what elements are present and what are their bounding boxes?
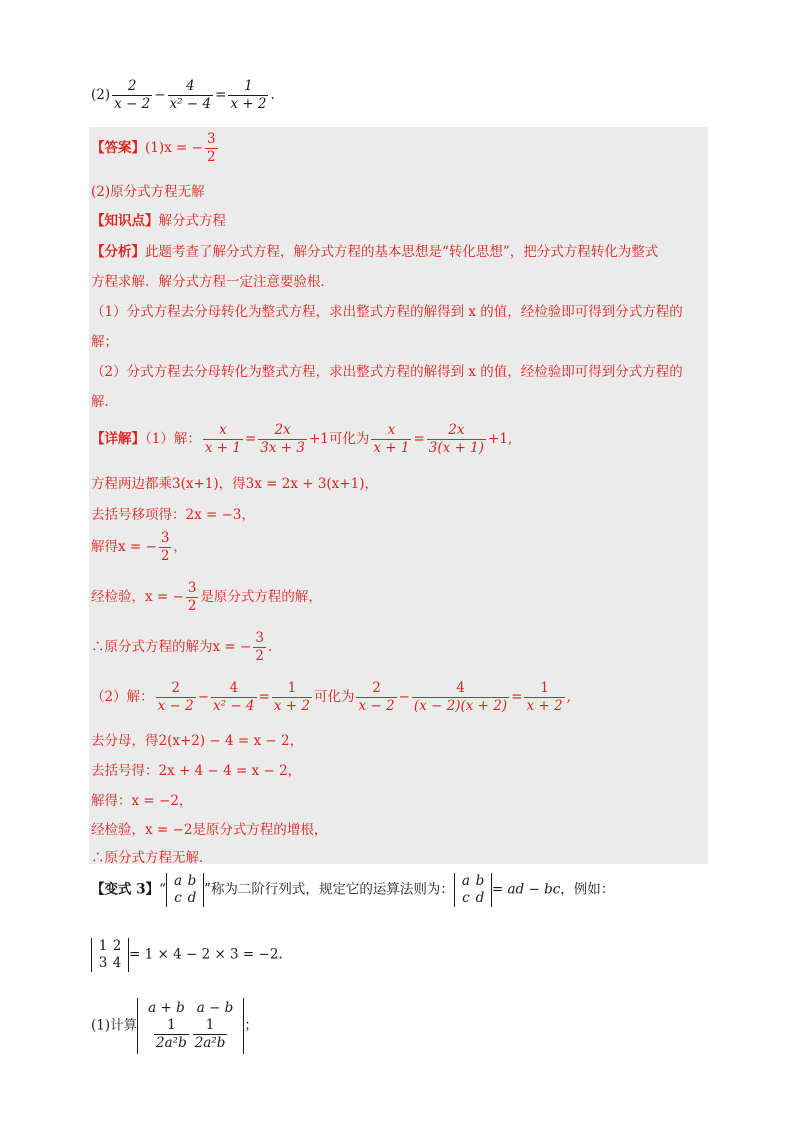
detail-step-3: 去括号移项得：2x = −3， <box>91 507 255 523</box>
analysis-text: 此题考查了解分式方程，解分式方程的基本思想是“转化思想”，把分式方程转化为整式 <box>145 244 659 260</box>
problem-label: (2) <box>91 87 111 103</box>
detail-part2-step-5: 经检验，x = −2是原分式方程的增根， <box>91 822 328 838</box>
variant-question-1: (1)计算 a + b a − b $\frac{1}{\text{2a²b}}$ $\frac{1}{\text{2a²b}}$ ； <box>91 998 258 1054</box>
fraction: $\frac{2}{x - 2}$ <box>114 78 151 112</box>
answer-part1: (1)x = − <box>145 140 203 156</box>
analysis-p2-line-1: （2）分式方程去分母转化为整式方程，求出整式方程的解得到 x 的值，经检验即可得到分式方程的 <box>91 364 683 380</box>
fraction: $\frac{1}{x + 2}$ <box>526 680 563 714</box>
fraction: $\frac{2x}{3x + 3}$ <box>260 422 305 456</box>
variant-3-statement: 【变式 3】“ a b c d ”称为二阶行列式，规定它的运算法则为： a b c d = ad − bc，例如： <box>91 873 615 906</box>
fraction: $\frac{4}{\text{x² − 4}}$ <box>213 680 255 714</box>
detail-step-2: 方程两边都乘3(x+1)，得3x = 2x + 3(x+1)， <box>91 476 378 492</box>
fraction: $\frac{x}{x + 1}$ <box>204 422 241 456</box>
fraction: $\frac{3}{2}$ <box>187 580 197 614</box>
variant-tag: 【变式 3】 <box>91 881 160 898</box>
detail-step-4: 解得x = − $\frac{3}{2}$ ， <box>91 530 187 564</box>
analysis-line-2: 方程求解．解分式方程一定注意要验根． <box>91 274 334 290</box>
analysis-tag: 【分析】 <box>91 244 145 260</box>
detail-part2-step-4: 解得：x = −2， <box>91 793 193 809</box>
analysis-p1-line-1: （1）分式方程去分母转化为整式方程，求出整式方程的解得到 x 的值，经检验即可得到分式方程的 <box>91 304 683 320</box>
knowledge-text: 解分式方程 <box>158 213 226 229</box>
answer-part2: (2)原分式方程无解 <box>91 184 205 200</box>
detail-step-5: 经检验，x = − $\frac{3}{2}$ 是原分式方程的解， <box>91 580 322 614</box>
fraction: $\frac{2}{x - 2}$ <box>358 680 395 714</box>
problem-2-equation <box>91 78 275 113</box>
fraction: $\frac{3}{2}$ <box>255 630 264 664</box>
detail-step-1: 【详解】（1）解： $\frac{x}{x + 1}$ = $\frac{2x}{3x + 3}$ +1可化为 $\frac{x}{x + 1}$ = $\frac{2x}{3(x + 1)}$ +1, <box>91 422 513 456</box>
detail-part2-step-3: 去括号得：2x + 4 − 4 = x − 2， <box>91 763 302 779</box>
fraction: $\frac{1}{x + 2}$ <box>273 680 310 714</box>
fraction: $\frac{3}{2}$ <box>160 530 170 564</box>
punctuation: . <box>270 87 275 103</box>
fraction: $\frac{1}{x + 2}$ <box>230 78 267 112</box>
knowledge-line <box>91 209 226 229</box>
operator: = <box>215 87 227 103</box>
fraction: $\frac{2x}{3(x + 1)}$ <box>428 422 485 456</box>
operator: − <box>154 87 166 103</box>
analysis-p2-line-2: 解. <box>91 394 109 410</box>
determinant: a b c d <box>166 873 204 907</box>
fraction: $\frac{1}{\text{2a²b}}$ <box>194 1017 226 1051</box>
determinant: 1 2 3 4 <box>91 938 129 972</box>
fraction: $\frac{x}{x + 1}$ <box>373 422 410 456</box>
answer-line <box>91 131 220 166</box>
fraction: $\frac{4}{\text{x² − 4}}$ <box>169 78 212 112</box>
analysis-line-1 <box>91 240 658 260</box>
detail-part2-step-6: ∴原分式方程无解. <box>91 850 204 866</box>
fraction: $\frac{3}{2}$ <box>206 131 216 165</box>
detail-tag: 【详解】 <box>91 431 145 447</box>
answer-tag: 【答案】 <box>91 140 145 156</box>
knowledge-tag: 【知识点】 <box>91 213 159 229</box>
fraction: $\frac{1}{\text{2a²b}}$ <box>156 1017 187 1051</box>
fraction: $\frac{2}{x - 2}$ <box>157 680 194 714</box>
variant-example: 1 2 3 4 = 1 × 4 − 2 × 3 = −2. <box>91 938 283 972</box>
fraction: $\frac{4}{(x - 2)(x + 2)}$ <box>413 680 508 714</box>
detail-step-6: ∴原分式方程的解为x = − $\frac{3}{2}$ . <box>91 630 273 664</box>
analysis-p1-line-2: 解； <box>91 334 118 350</box>
answer-panel <box>89 127 708 864</box>
detail-part2-step-2: 去分母，得2(x+2) − 4 = x − 2， <box>91 733 304 749</box>
determinant: a b c d <box>454 873 492 907</box>
detail-part2-step-1: （2）解： $\frac{2}{x - 2}$ − $\frac{4}{\text{x² − 4}}$ = $\frac{1}{x + 2}$ 可化为 $\frac{2}{x - 2}$ − $\frac{4}{(x - 2)(x + 2)}$ = $\frac{1}{x + 2}$ , <box>91 680 571 714</box>
determinant: a + b a − b $\frac{1}{\text{2a²b}}$ $\frac{1}{\text{2a²b}}$ <box>137 998 244 1054</box>
